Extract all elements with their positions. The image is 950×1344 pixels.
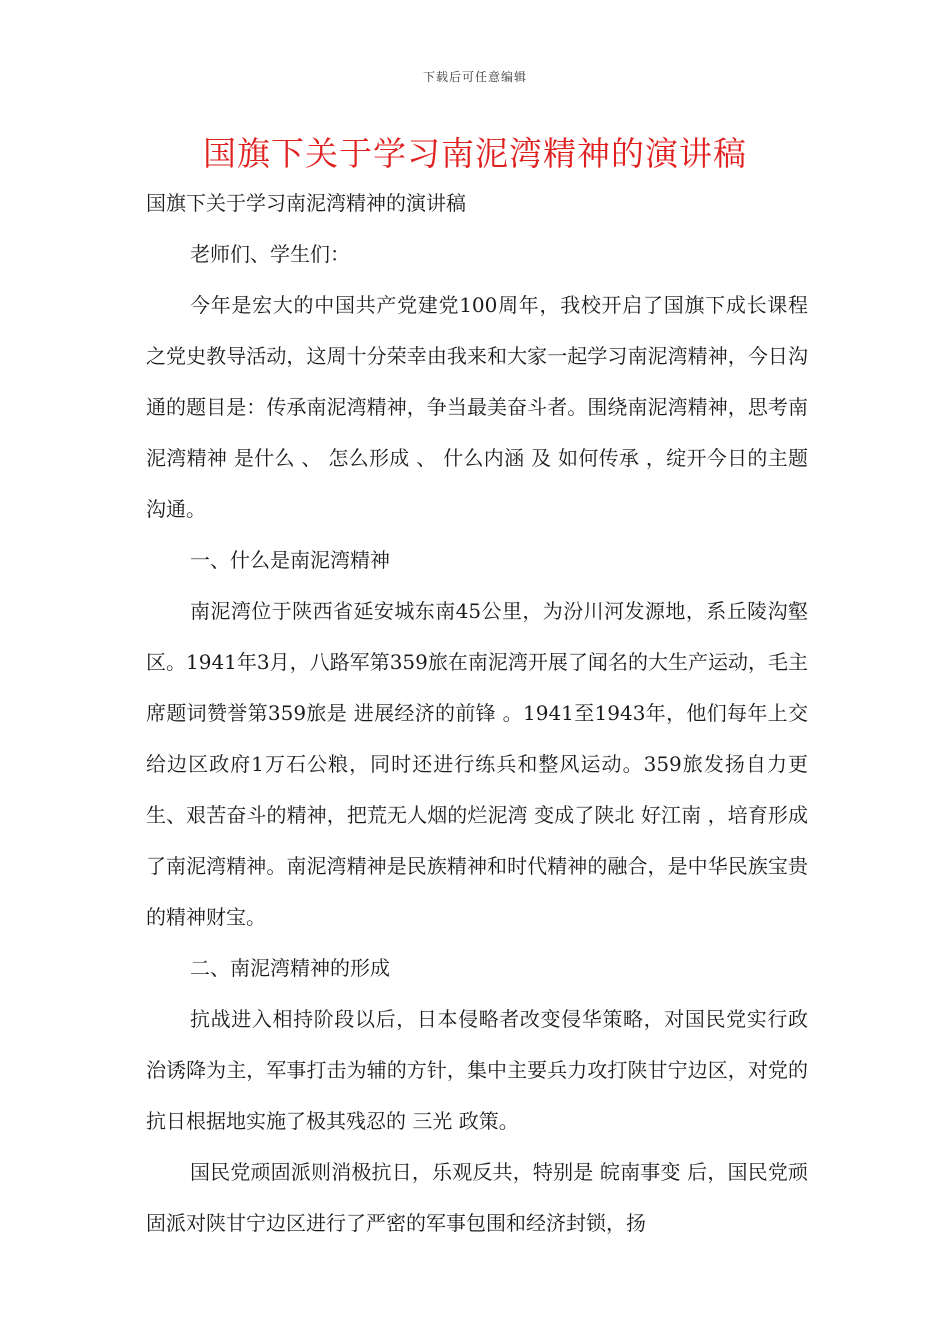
section-heading-1: 一、什么是南泥湾精神: [190, 548, 390, 572]
section-2-paragraph-1: 抗战进入相持阶段以后，日本侵略者改变侵华策略，对国民党实行政治诱降为主，军事打击为辅的方针，集中主要兵力攻打陕甘宁边区，对党的抗日根据地实施了极其残忍的 三光 政策。: [146, 1007, 808, 1133]
intro-paragraph: 今年是宏大的中国共产党建党100周年，我校开启了国旗下成长课程之党史教导活动，这周十分荣幸由我来和大家一起学习南泥湾精神，今日沟通的题目是：传承南泥湾精神，争当最美奋斗者。围绕南泥湾精神，思考南泥湾精神 是什么 、 怎么形成 、 什么内涵 及 如何传承 ，绽开今日的主题沟通。: [146, 293, 808, 521]
section-2-paragraph-2: 国民党顽固派则消极抗日，乐观反共，特别是 皖南事变 后，国民党顽固派对陕甘宁边区进行了严密的军事包围和经济封锁，扬: [146, 1160, 808, 1235]
subtitle-paragraph: 国旗下关于学习南泥湾精神的演讲稿: [146, 191, 466, 215]
greeting-paragraph: 老师们、学生们：: [190, 242, 350, 266]
document-title: 国旗下关于学习南泥湾精神的演讲稿: [203, 134, 747, 173]
section-1-paragraph: 南泥湾位于陕西省延安城东南45公里，为汾川河发源地，系丘陵沟壑区。1941年3月，八路军第359旅在南泥湾开展了闻名的大生产运动，毛主席题词赞誉第359旅是 进展经济的前锋 。1941至1943年，他们每年上交给边区政府1万石公粮，同时还进行练兵和整风运动。359旅发扬自力更生、艰苦奋斗的精神，把荒无人烟的烂泥湾 变成了陕北 好江南 ，培育形成了南泥湾精神。南泥湾精神是民族精神和时代精神的融合，是中华民族宝贵的精神财宝。: [146, 599, 808, 929]
document-body: [146, 178, 808, 1249]
section-heading-2: 二、南泥湾精神的形成: [190, 956, 390, 980]
header-note: 下载后可任意编辑: [422, 70, 527, 84]
